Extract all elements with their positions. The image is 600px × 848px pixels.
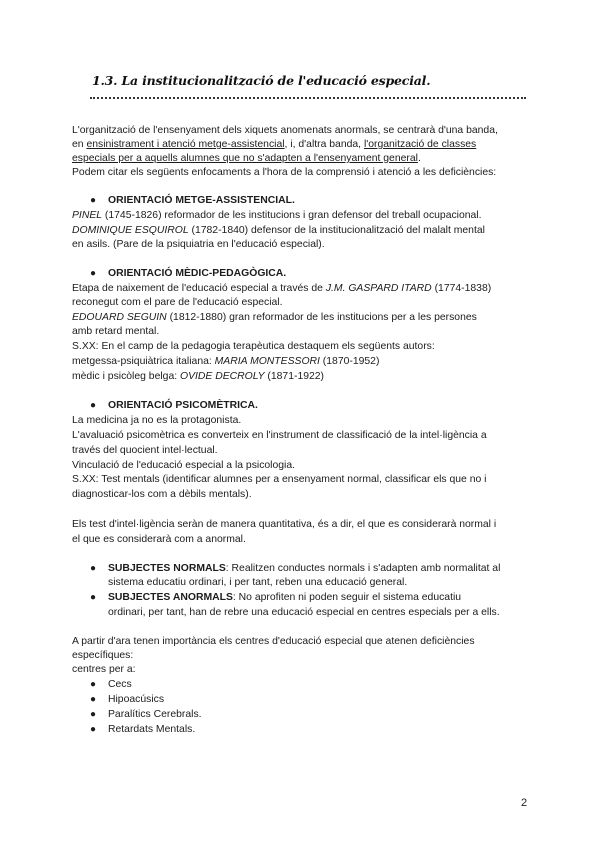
author-name: EDOUARD SEGUIN xyxy=(72,312,167,323)
centres-line-1: A partir d'ara tenen importància els centres d'educació especial que atenen deficiències xyxy=(72,636,475,647)
psico-line-4: Vinculació de l'educació especial a la psicologia. xyxy=(72,460,296,471)
psico-line-2: L'avaluació psicomètrica es converteix en l'instrument de classificació de la intel·ligència a xyxy=(72,430,487,441)
underlined-text: ensinistrament i atenció metge-assistencial xyxy=(86,139,285,150)
intro-text: en xyxy=(72,139,87,150)
bullet-icon: ● xyxy=(90,563,97,574)
list-item: Hipoacúsics xyxy=(108,694,165,705)
section-heading-medic: ORIENTACIÓ MÈDIC-PEDAGÒGICA. xyxy=(108,268,287,279)
section-heading-metge: ORIENTACIÓ METGE-ASSISTENCIAL. xyxy=(108,195,295,206)
bullet-icon: ● xyxy=(90,709,97,720)
psico-line-6: diagnosticar-los com a dèbils mentals). xyxy=(72,489,252,500)
esquirol-line-2: en asils. (Pare de la psiquiatria en l'educació especial). xyxy=(72,239,325,250)
author-name: DOMINIQUE ESQUIROL xyxy=(72,225,189,236)
underlined-text: especials per a aquells alumnes que no s'adapten a l'ensenyament general xyxy=(72,153,418,164)
author-name: OVIDE DECROLY xyxy=(180,371,265,382)
underlined-text: l'organització de classes xyxy=(363,139,477,150)
list-item: Retardats Mentals. xyxy=(108,724,196,735)
body-text: (1812-1880) gran reformador de les institucions per a les persones xyxy=(166,312,477,323)
dotted-divider xyxy=(90,97,526,99)
intro-line-4: Podem citar els següents enfocaments a l'hora de la comprensió i atenció a les deficiències: xyxy=(72,167,497,178)
intro-line-1: L'organització de l'ensenyament dels xiquets anomenats anormals, se centrarà d'una banda, xyxy=(72,125,498,136)
bullet-icon: ● xyxy=(90,724,97,735)
subjectes-normals xyxy=(108,561,500,576)
seguin-line xyxy=(72,310,477,325)
itard-line-2: reconegut com el pare de l'educació especial. xyxy=(72,297,283,308)
term-text: : No aprofiten ni poden seguir el sistema educatiu xyxy=(232,592,462,603)
section-heading-psico: ORIENTACIÓ PSICOMÈTRICA. xyxy=(108,400,258,411)
author-name: PINEL xyxy=(72,210,103,221)
centres-line-3: centres per a: xyxy=(72,664,136,675)
body-text: mèdic i psicòleg belga: xyxy=(72,371,181,382)
body-text: (1871-1922) xyxy=(264,371,325,382)
body-text: (1870-1952) xyxy=(319,356,380,367)
author-text: (1782-1840) defensor de la institucionalització del malalt mental xyxy=(188,225,485,236)
subjectes-normals-2: sistema educatiu ordinari, i per tant, reben una educació general. xyxy=(108,577,408,588)
intro-text: , i, d'altra banda, xyxy=(284,139,364,150)
term-text: : Realitzen conductes normals i s'adapten amb normalitat al xyxy=(225,563,501,574)
psico-line-3: través del quocient intel·lectual. xyxy=(72,445,218,456)
tests-line-2: el que es considerarà com a anormal. xyxy=(72,534,246,545)
body-text: (1774-1838) xyxy=(431,283,492,294)
itard-line xyxy=(72,281,491,296)
body-text: Etapa de naixement de l'educació especial a través de xyxy=(72,283,326,294)
decroly-line xyxy=(72,369,324,384)
centres-line-2: específiques: xyxy=(72,650,134,661)
term-label: SUBJECTES NORMALS xyxy=(108,563,226,574)
intro-text: . xyxy=(417,153,421,164)
bullet-icon: ● xyxy=(90,268,97,279)
page-number: 2 xyxy=(521,797,528,809)
section-title: 1.3. La institucionalització de l'educació especial. xyxy=(92,73,431,88)
author-text: (1745-1826) reformador de les institucions i gran defensor del treball ocupacional. xyxy=(102,210,482,221)
pinel-line xyxy=(72,208,482,223)
montessori-line xyxy=(72,354,379,369)
intro-line-3 xyxy=(72,151,421,166)
list-item: Cecs xyxy=(108,679,132,690)
term-label: SUBJECTES ANORMALS xyxy=(108,592,233,603)
intro-line-2 xyxy=(72,137,476,152)
bullet-icon: ● xyxy=(90,679,97,690)
seguin-line-2: amb retard mental. xyxy=(72,326,160,337)
tests-line-1: Els test d'intel·ligència seràn de manera quantitativa, és a dir, el que es considerarà normal i xyxy=(72,519,497,530)
esquirol-line xyxy=(72,223,485,238)
author-name: J.M. GASPARD ITARD xyxy=(325,283,432,294)
bullet-icon: ● xyxy=(90,195,97,206)
body-text: metgessa-psiquiàtrica italiana: xyxy=(72,356,215,367)
psico-line-1: La medicina ja no es la protagonista. xyxy=(72,415,242,426)
list-item: Paralítics Cerebrals. xyxy=(108,709,202,720)
psico-line-5: S.XX: Test mentals (identificar alumnes per a ensenyament normal, classificar els que no i xyxy=(72,474,487,485)
author-name: MARIA MONTESSORI xyxy=(214,356,320,367)
sxx-line: S.XX: En el camp de la pedagogia terapèutica destaquem els següents autors: xyxy=(72,341,435,352)
bullet-icon: ● xyxy=(90,694,97,705)
bullet-icon: ● xyxy=(90,400,97,411)
subjectes-anormals-2: ordinari, per tant, han de rebre una educació especial en centres especials per a ells. xyxy=(108,607,500,618)
subjectes-anormals xyxy=(108,590,461,605)
bullet-icon: ● xyxy=(90,592,97,603)
